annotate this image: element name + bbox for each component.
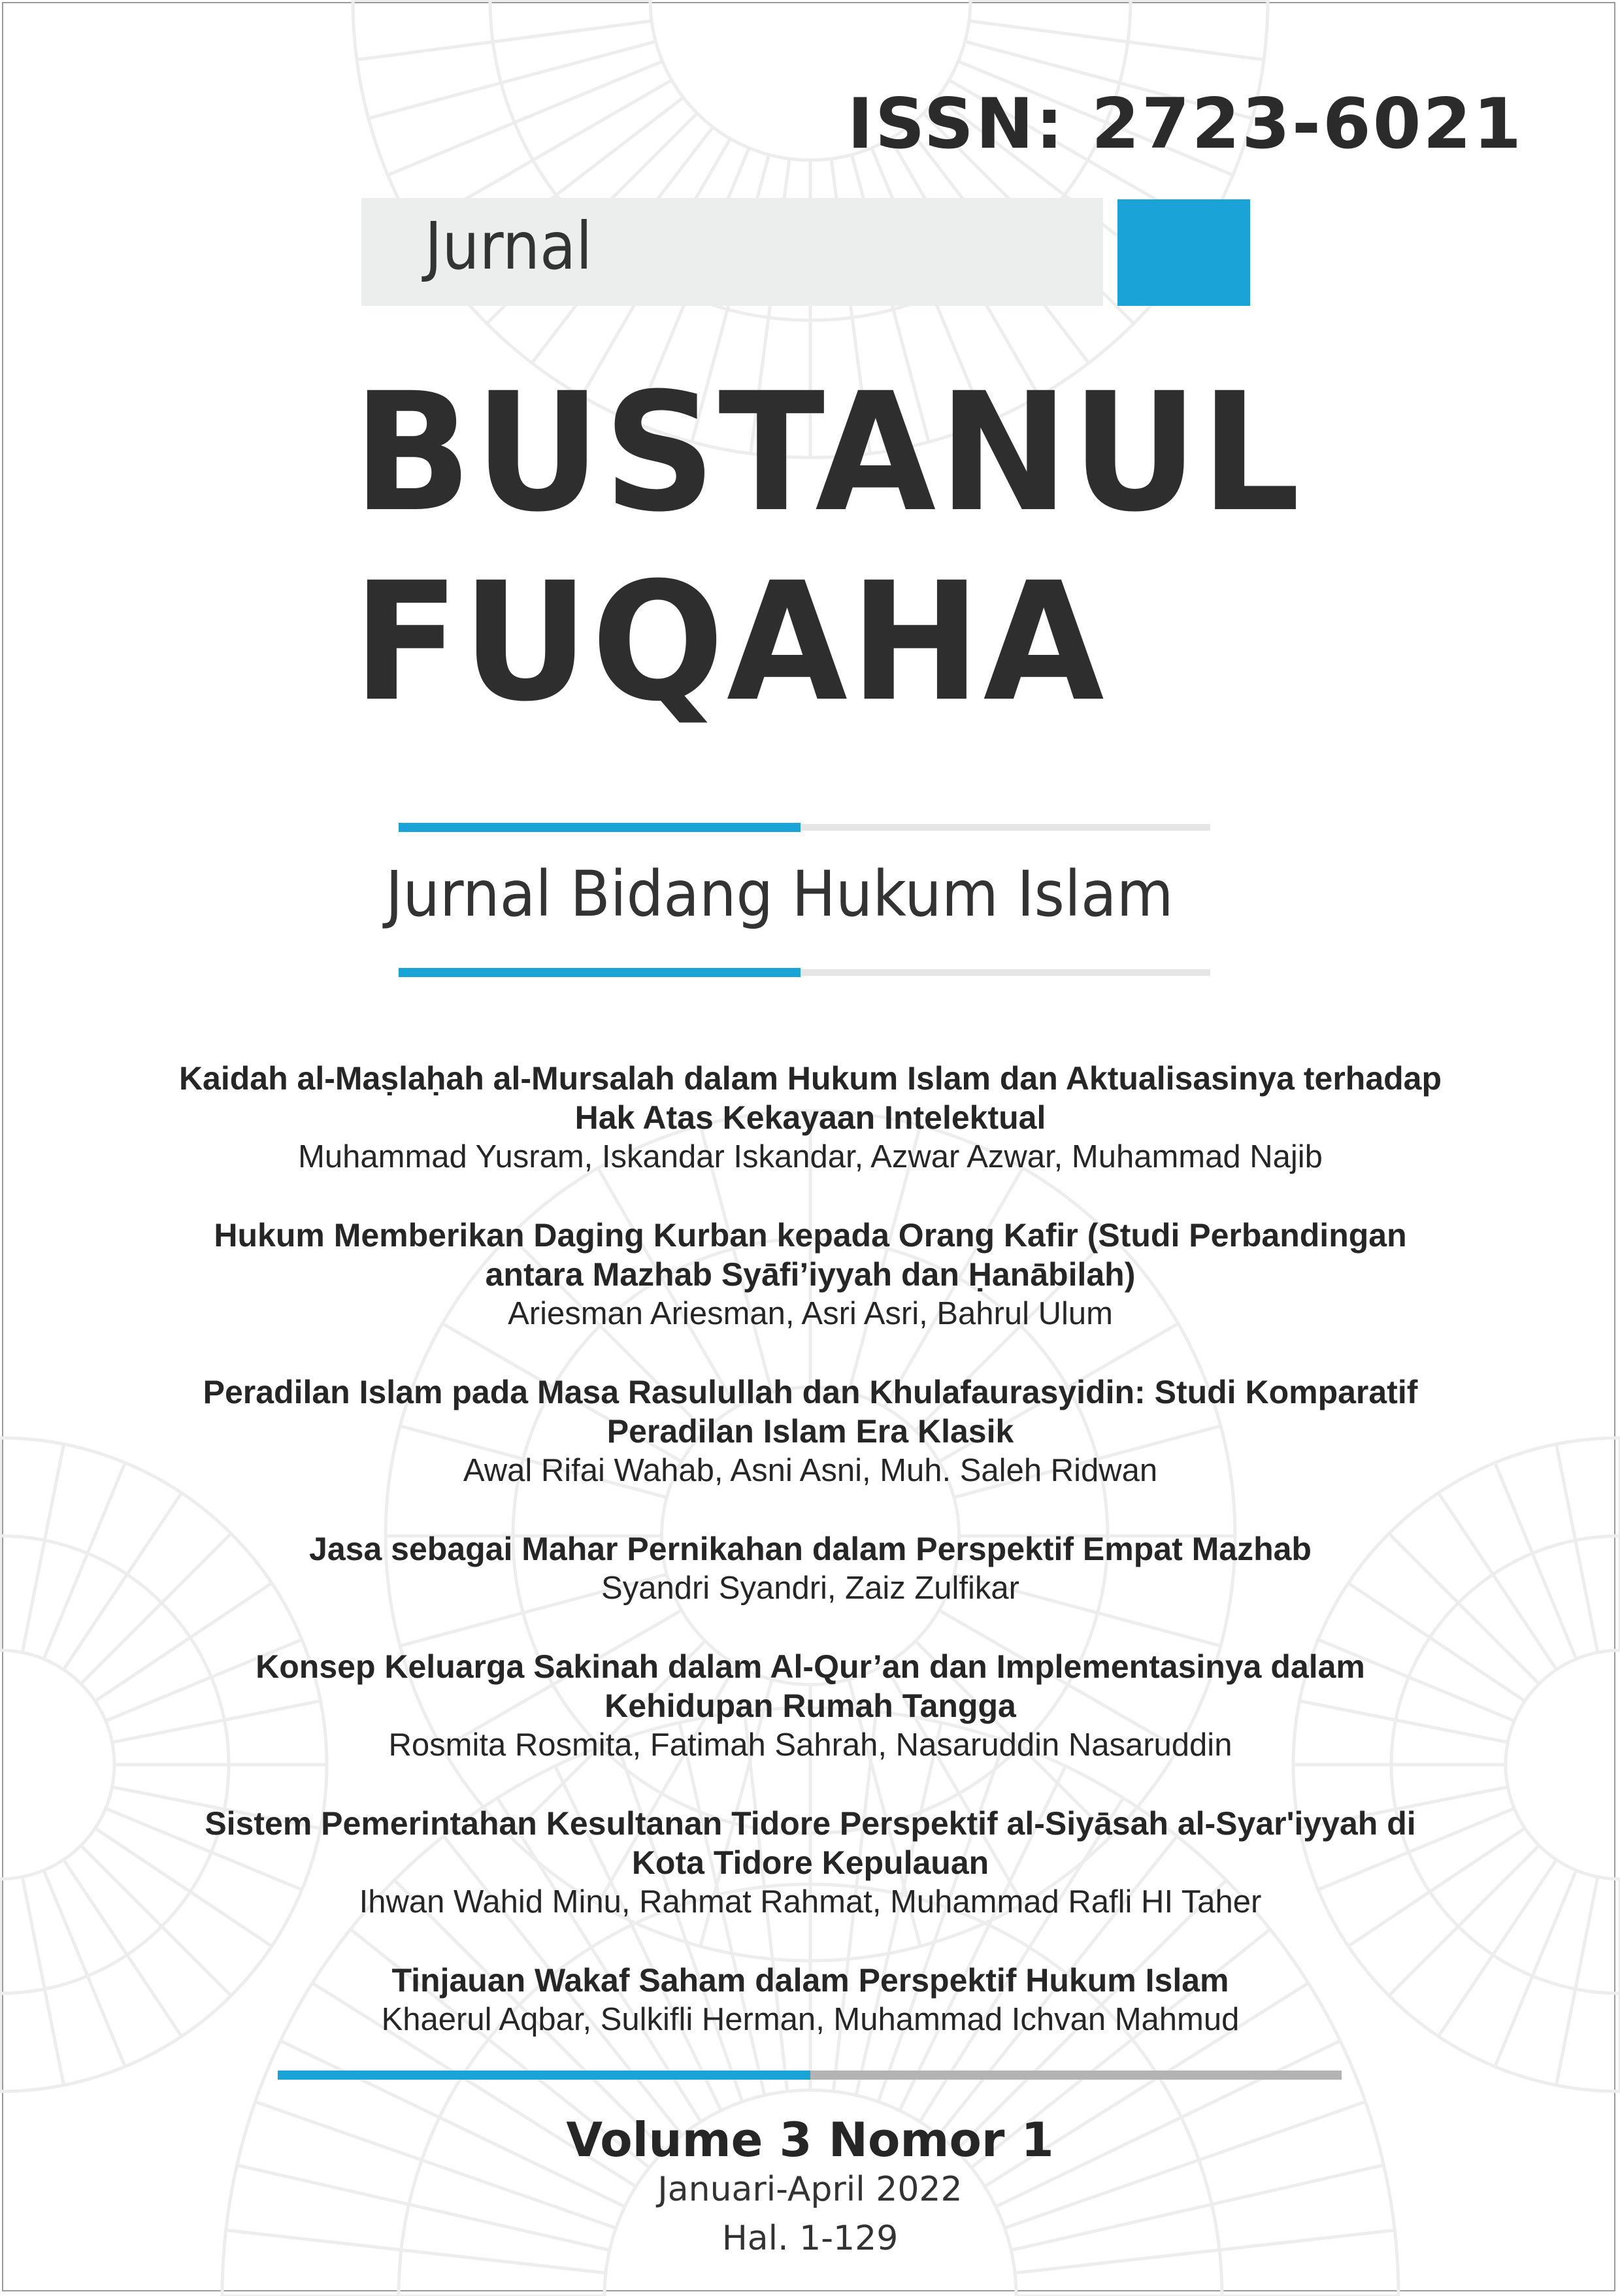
subtitle-top-rule-gray xyxy=(801,824,1210,831)
accent-square xyxy=(1117,199,1250,306)
article-authors: Awal Rifai Wahab, Asni Asni, Muh. Saleh Ridwan xyxy=(463,1453,1158,1488)
article-entry xyxy=(91,1529,1529,1608)
article-entry xyxy=(91,1961,1529,2039)
article-entry xyxy=(91,1804,1529,1922)
article-authors: Syandri Syandri, Zaiz Zulfikar xyxy=(601,1571,1019,1606)
article-title: Tinjauan Wakaf Saham dalam Perspektif Hukum Islam xyxy=(391,1962,1229,1999)
article-authors: Ihwan Wahid Minu, Rahmat Rahmat, Muhammad Rafli HI Taher xyxy=(359,1884,1262,1920)
article-title: Jasa sebagai Mahar Pernikahan dalam Perspektif Empat Mazhab xyxy=(309,1531,1312,1567)
article-title-continued: Kehidupan Rumah Tangga xyxy=(604,1688,1016,1724)
journal-title-line1: BUSTANUL xyxy=(353,358,1303,548)
article-authors: Muhammad Yusram, Iskandar Iskandar, Azwar Azwar, Muhammad Najib xyxy=(298,1139,1323,1174)
article-title-continued: Hak Atas Kekayaan Intelektual xyxy=(574,1099,1046,1136)
publication-period: Januari-April 2022 xyxy=(657,2170,963,2209)
table-of-contents xyxy=(91,1059,1529,2078)
subtitle-top-rule-accent xyxy=(399,823,801,832)
article-title-continued: Kota Tidore Kepulauan xyxy=(631,1844,989,1881)
article-entry xyxy=(91,1059,1529,1176)
article-authors: Rosmita Rosmita, Fatimah Sahrah, Nasaruddin Nasaruddin xyxy=(388,1727,1232,1763)
article-authors: Khaerul Aqbar, Sulkifli Herman, Muhammad Ichvan Mahmud xyxy=(381,2002,1240,2037)
journal-subtitle: Jurnal Bidang Hukum Islam xyxy=(386,857,1174,931)
subtitle-bottom-rule-gray xyxy=(801,969,1210,976)
article-title-continued: Peradilan Islam Era Klasik xyxy=(606,1413,1014,1450)
journal-title-line2: FUQAHA xyxy=(353,547,1107,737)
article-title: Hukum Memberikan Daging Kurban kepada Orang Kafir (Studi Perbandingan xyxy=(214,1217,1407,1254)
article-title: Sistem Pemerintahan Kesultanan Tidore Perspektif al-Siyāsah al-Syar'iyyah di xyxy=(205,1805,1416,1842)
article-entry xyxy=(91,1216,1529,1333)
issn-label: ISSN: 2723-6021 xyxy=(847,84,1523,164)
footer-rule-gray xyxy=(810,2071,1342,2080)
article-title-continued: antara Mazhab Syāfi’iyyah dan Ḥanābilah) xyxy=(485,1256,1136,1293)
subtitle-bottom-rule-accent xyxy=(399,968,801,977)
article-entry xyxy=(91,1373,1529,1490)
article-title: Peradilan Islam pada Masa Rasulullah dan Khulafaurasyidin: Studi Komparatif xyxy=(203,1374,1418,1410)
page-range: Hal. 1-129 xyxy=(721,2219,899,2258)
volume-issue: Volume 3 Nomor 1 xyxy=(566,2112,1054,2167)
article-authors: Ariesman Ariesman, Asri Asri, Bahrul Ulum xyxy=(508,1296,1113,1331)
article-title: Konsep Keluarga Sakinah dalam Al-Qur’an dan Implementasinya dalam xyxy=(256,1648,1365,1685)
masthead-label: Jurnal xyxy=(425,208,593,284)
footer-rule-accent xyxy=(278,2071,810,2080)
article-title: Kaidah al-Maṣlaḥah al-Mursalah dalam Hukum Islam dan Aktualisasinya terhadap xyxy=(178,1060,1442,1097)
article-entry xyxy=(91,1647,1529,1765)
